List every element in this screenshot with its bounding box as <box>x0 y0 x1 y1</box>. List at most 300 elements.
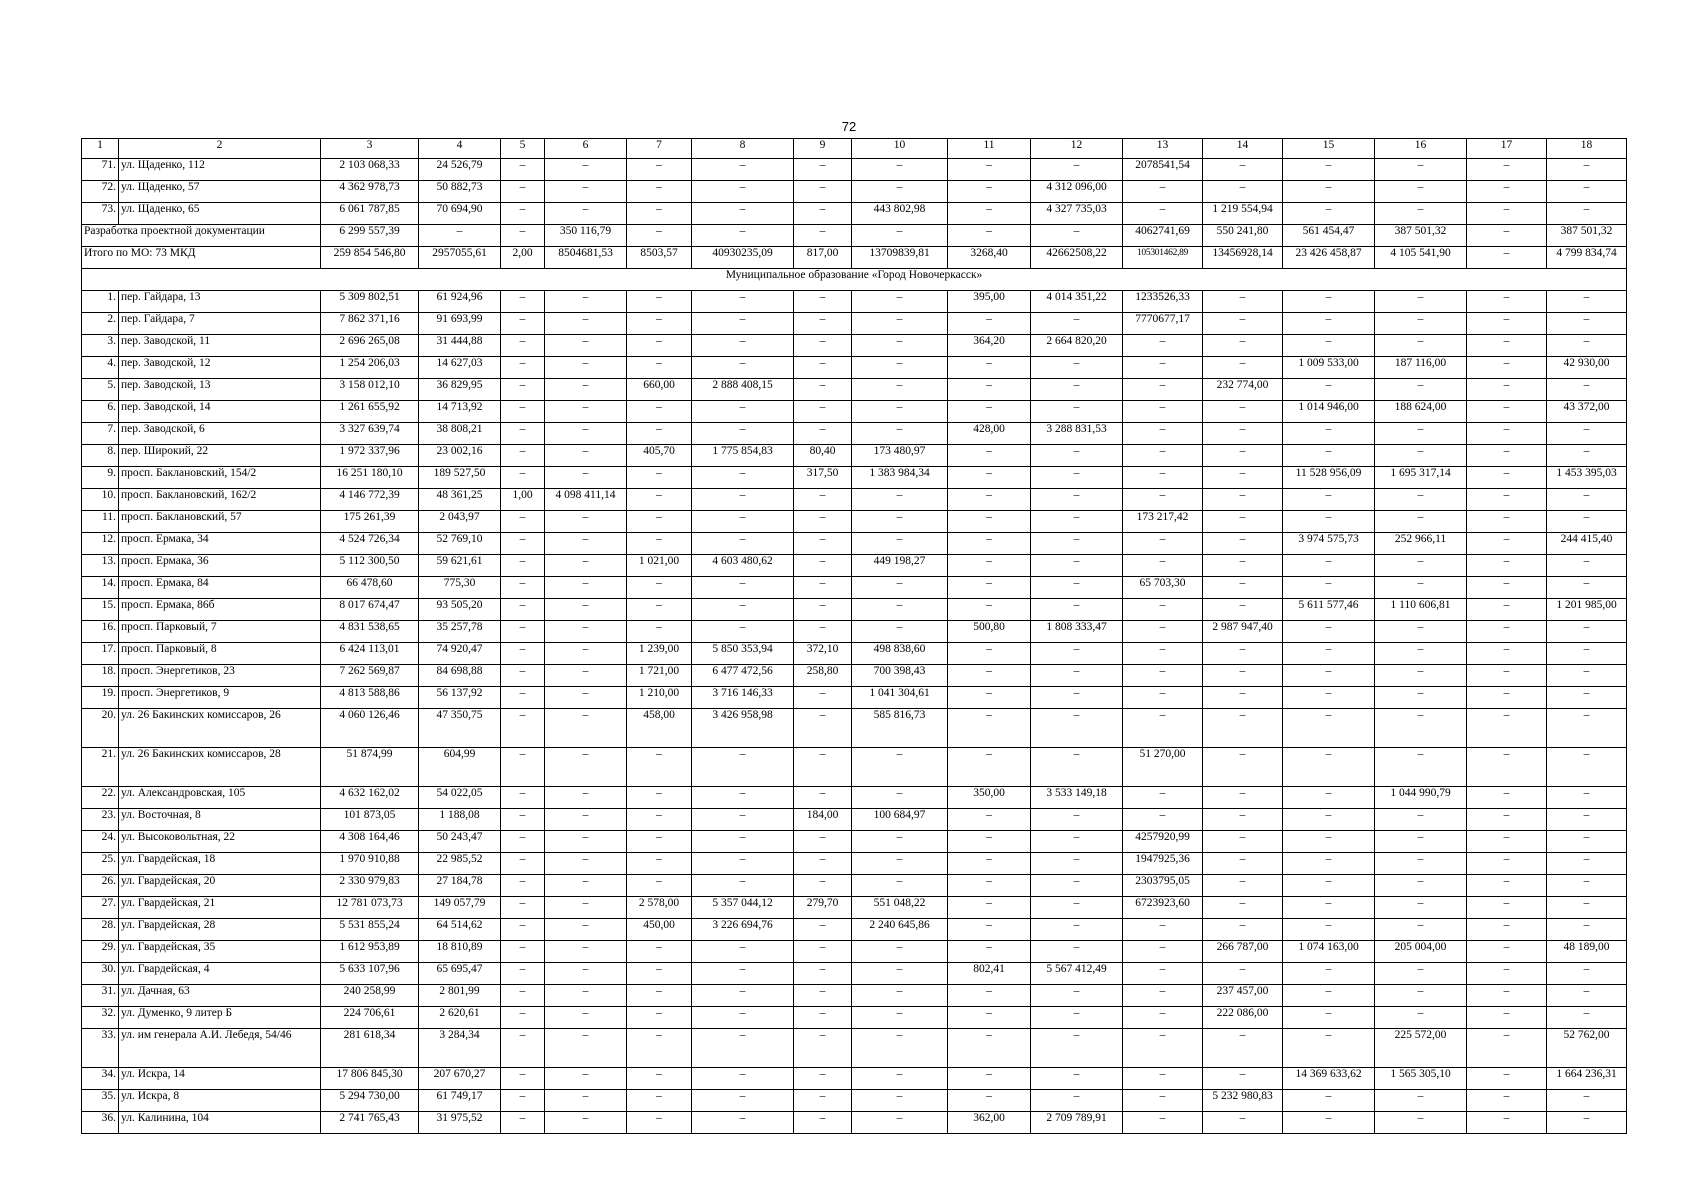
value-cell: – <box>627 1112 692 1134</box>
value-cell: – <box>545 1090 627 1112</box>
address-cell: пер. Гайдара, 7 <box>119 313 321 335</box>
value-cell: – <box>501 709 545 748</box>
value-cell: – <box>501 577 545 599</box>
value-cell: – <box>1467 897 1547 919</box>
value-cell: – <box>627 599 692 621</box>
value-cell: – <box>852 225 948 247</box>
value-cell: – <box>1547 919 1627 941</box>
value-cell: 2 801,99 <box>419 985 501 1007</box>
value-cell: – <box>1375 809 1467 831</box>
row-number: 30. <box>82 963 119 985</box>
value-cell: – <box>627 313 692 335</box>
value-cell: – <box>501 225 545 247</box>
value-cell: – <box>948 159 1031 181</box>
value-cell: 101 873,05 <box>321 809 419 831</box>
value-cell: 2 240 645,86 <box>852 919 948 941</box>
address-cell: просп. Баклановский, 57 <box>119 511 321 533</box>
value-cell: – <box>545 831 627 853</box>
value-cell: 240 258,99 <box>321 985 419 1007</box>
value-cell: – <box>545 665 627 687</box>
table-row <box>82 181 1627 203</box>
municipality-title: Муниципальное образование «Город Новочеркасск» <box>82 269 1627 291</box>
value-cell: – <box>1031 1007 1123 1029</box>
row-number: 17. <box>82 643 119 665</box>
value-cell: – <box>1547 423 1627 445</box>
value-cell: – <box>419 225 501 247</box>
value-cell: – <box>852 1090 948 1112</box>
value-cell: – <box>1031 941 1123 963</box>
value-cell: 2303795,05 <box>1123 875 1203 897</box>
value-cell: – <box>1203 401 1283 423</box>
table-row <box>82 687 1627 709</box>
value-cell: – <box>852 621 948 643</box>
row-number: 14. <box>82 577 119 599</box>
value-cell: 2 987 947,40 <box>1203 621 1283 643</box>
value-cell: – <box>1467 748 1547 787</box>
value-cell: – <box>545 875 627 897</box>
value-cell: – <box>501 1090 545 1112</box>
value-cell: 91 693,99 <box>419 313 501 335</box>
value-cell: – <box>627 577 692 599</box>
value-cell: 1 453 395,03 <box>1547 467 1627 489</box>
column-number-cell: 8 <box>692 139 794 159</box>
value-cell: – <box>1123 489 1203 511</box>
value-cell: – <box>545 787 627 809</box>
value-cell: 3 226 694,76 <box>692 919 794 941</box>
value-cell: – <box>1203 599 1283 621</box>
value-cell: – <box>948 489 1031 511</box>
value-cell: – <box>501 963 545 985</box>
value-cell: 1 110 606,81 <box>1375 599 1467 621</box>
value-cell: 604,99 <box>419 748 501 787</box>
value-cell: – <box>1283 555 1375 577</box>
value-cell: – <box>501 159 545 181</box>
value-cell: – <box>948 665 1031 687</box>
value-cell: 443 802,98 <box>852 203 948 225</box>
value-cell: – <box>501 555 545 577</box>
value-cell: – <box>1283 875 1375 897</box>
value-cell: – <box>1467 831 1547 853</box>
address-cell: пер. Гайдара, 13 <box>119 291 321 313</box>
value-cell: 100 684,97 <box>852 809 948 831</box>
value-cell: 1 565 305,10 <box>1375 1068 1467 1090</box>
address-cell: пер. Заводской, 11 <box>119 335 321 357</box>
value-cell: – <box>692 621 794 643</box>
value-cell: – <box>1123 985 1203 1007</box>
value-cell: – <box>1547 555 1627 577</box>
value-cell: – <box>948 941 1031 963</box>
column-number-row <box>82 139 1627 159</box>
value-cell: – <box>1547 379 1627 401</box>
value-cell: – <box>794 963 852 985</box>
value-cell: – <box>545 401 627 423</box>
value-cell: 2957055,61 <box>419 247 501 269</box>
value-cell: – <box>1283 1029 1375 1068</box>
column-number-cell: 11 <box>948 139 1031 159</box>
table-row <box>82 709 1627 748</box>
value-cell: – <box>692 1112 794 1134</box>
value-cell: 23 002,16 <box>419 445 501 467</box>
value-cell: – <box>1031 985 1123 1007</box>
value-cell: – <box>692 831 794 853</box>
value-cell: – <box>948 313 1031 335</box>
value-cell: 7 262 569,87 <box>321 665 419 687</box>
value-cell: – <box>1467 919 1547 941</box>
table-row <box>82 897 1627 919</box>
value-cell: – <box>1031 159 1123 181</box>
value-cell: – <box>1031 313 1123 335</box>
value-cell: – <box>545 445 627 467</box>
value-cell: 395,00 <box>948 291 1031 313</box>
value-cell: 802,41 <box>948 963 1031 985</box>
address-cell: просп. Парковый, 7 <box>119 621 321 643</box>
row-number: 32. <box>82 1007 119 1029</box>
value-cell: 1 219 554,94 <box>1203 203 1283 225</box>
value-cell: – <box>1467 787 1547 809</box>
value-cell: – <box>852 379 948 401</box>
value-cell: – <box>1375 919 1467 941</box>
address-cell: ул. 26 Бакинских комиссаров, 28 <box>119 748 321 787</box>
value-cell: – <box>1203 831 1283 853</box>
value-cell: 775,30 <box>419 577 501 599</box>
value-cell: – <box>545 203 627 225</box>
value-cell: – <box>501 533 545 555</box>
value-cell: – <box>545 335 627 357</box>
value-cell: 1 009 533,00 <box>1283 357 1375 379</box>
section-title-row <box>82 269 1627 291</box>
value-cell: – <box>1375 445 1467 467</box>
column-number-cell: 12 <box>1031 139 1123 159</box>
value-cell: – <box>501 467 545 489</box>
value-cell: – <box>1283 379 1375 401</box>
value-cell: – <box>692 787 794 809</box>
value-cell: 13709839,81 <box>852 247 948 269</box>
value-cell: 4 308 164,46 <box>321 831 419 853</box>
value-cell: 1 972 337,96 <box>321 445 419 467</box>
value-cell: – <box>501 941 545 963</box>
value-cell: – <box>948 897 1031 919</box>
table-row <box>82 941 1627 963</box>
value-cell: – <box>1283 643 1375 665</box>
value-cell: – <box>794 225 852 247</box>
value-cell: 8503,57 <box>627 247 692 269</box>
value-cell: – <box>948 1029 1031 1068</box>
row-number: 25. <box>82 853 119 875</box>
table-row <box>82 313 1627 335</box>
value-cell: – <box>1467 709 1547 748</box>
column-number-cell: 7 <box>627 139 692 159</box>
value-cell: – <box>1031 1068 1123 1090</box>
row-number: 20. <box>82 709 119 748</box>
value-cell: 4257920,99 <box>1123 831 1203 853</box>
row-number: 7. <box>82 423 119 445</box>
row-number: 72. <box>82 181 119 203</box>
value-cell: – <box>1547 643 1627 665</box>
value-cell: 18 810,89 <box>419 941 501 963</box>
value-cell: – <box>1283 1090 1375 1112</box>
value-cell: 450,00 <box>627 919 692 941</box>
value-cell: – <box>1467 247 1547 269</box>
value-cell: – <box>1283 985 1375 1007</box>
value-cell: – <box>627 401 692 423</box>
value-cell: – <box>1467 489 1547 511</box>
column-number-cell: 13 <box>1123 139 1203 159</box>
value-cell: – <box>1031 599 1123 621</box>
value-cell: – <box>1467 357 1547 379</box>
value-cell: 84 698,88 <box>419 665 501 687</box>
value-cell: 14 713,92 <box>419 401 501 423</box>
value-cell: 2078541,54 <box>1123 159 1203 181</box>
value-cell: – <box>948 985 1031 1007</box>
value-cell: – <box>1467 963 1547 985</box>
table-row <box>82 985 1627 1007</box>
value-cell: – <box>545 919 627 941</box>
value-cell: – <box>1203 748 1283 787</box>
value-cell: – <box>1203 963 1283 985</box>
row-number: 8. <box>82 445 119 467</box>
value-cell: – <box>1283 291 1375 313</box>
value-cell: 259 854 546,80 <box>321 247 419 269</box>
value-cell: 27 184,78 <box>419 875 501 897</box>
value-cell: – <box>1283 313 1375 335</box>
value-cell: – <box>1467 291 1547 313</box>
value-cell: – <box>627 489 692 511</box>
address-cell: ул. Гвардейская, 20 <box>119 875 321 897</box>
address-cell: ул. Гвардейская, 35 <box>119 941 321 963</box>
value-cell: – <box>1547 577 1627 599</box>
address-cell: просп. Ермака, 36 <box>119 555 321 577</box>
value-cell: – <box>948 1007 1031 1029</box>
value-cell: – <box>1283 1007 1375 1029</box>
column-number-cell: 9 <box>794 139 852 159</box>
table-row <box>82 643 1627 665</box>
value-cell: – <box>501 621 545 643</box>
value-cell: – <box>627 533 692 555</box>
value-cell: – <box>852 748 948 787</box>
value-cell: – <box>692 985 794 1007</box>
value-cell: 7770677,17 <box>1123 313 1203 335</box>
value-cell: 405,70 <box>627 445 692 467</box>
value-cell: – <box>1467 643 1547 665</box>
value-cell: – <box>692 941 794 963</box>
value-cell: – <box>794 511 852 533</box>
value-cell: 258,80 <box>794 665 852 687</box>
value-cell: 1233526,33 <box>1123 291 1203 313</box>
value-cell: – <box>1123 687 1203 709</box>
value-cell: – <box>1547 853 1627 875</box>
value-cell: – <box>948 467 1031 489</box>
value-cell: 51 874,99 <box>321 748 419 787</box>
value-cell: – <box>1031 401 1123 423</box>
row-number: 23. <box>82 809 119 831</box>
value-cell: – <box>1467 687 1547 709</box>
value-cell: – <box>1375 577 1467 599</box>
value-cell: – <box>501 809 545 831</box>
value-cell: – <box>794 709 852 748</box>
value-cell: 1 261 655,92 <box>321 401 419 423</box>
value-cell: 2 620,61 <box>419 1007 501 1029</box>
value-cell: – <box>545 467 627 489</box>
value-cell: 3 533 149,18 <box>1031 787 1123 809</box>
row-number: 29. <box>82 941 119 963</box>
value-cell: 1 775 854,83 <box>692 445 794 467</box>
value-cell: – <box>852 511 948 533</box>
value-cell: 52 769,10 <box>419 533 501 555</box>
row-number: 34. <box>82 1068 119 1090</box>
value-cell: 585 816,73 <box>852 709 948 748</box>
value-cell: – <box>1375 748 1467 787</box>
value-cell: 5 633 107,96 <box>321 963 419 985</box>
value-cell: 428,00 <box>948 423 1031 445</box>
row-number: 11. <box>82 511 119 533</box>
table-row <box>82 159 1627 181</box>
address-cell: ул. Думенко, 9 литер Б <box>119 1007 321 1029</box>
value-cell: 3 327 639,74 <box>321 423 419 445</box>
value-cell: 1 014 946,00 <box>1283 401 1375 423</box>
value-cell: – <box>852 489 948 511</box>
table-row <box>82 511 1627 533</box>
value-cell: – <box>1375 489 1467 511</box>
value-cell: 350 116,79 <box>545 225 627 247</box>
value-cell: 387 501,32 <box>1547 225 1627 247</box>
value-cell: 4 799 834,74 <box>1547 247 1627 269</box>
value-cell: – <box>1547 1112 1627 1134</box>
address-cell: ул. Восточная, 8 <box>119 809 321 831</box>
value-cell: 5 294 730,00 <box>321 1090 419 1112</box>
value-cell: 61 924,96 <box>419 291 501 313</box>
row-number: 2. <box>82 313 119 335</box>
value-cell: 281 618,34 <box>321 1029 419 1068</box>
value-cell: – <box>501 919 545 941</box>
value-cell: – <box>1031 665 1123 687</box>
value-cell: – <box>1283 335 1375 357</box>
value-cell: 1 021,00 <box>627 555 692 577</box>
value-cell: – <box>627 335 692 357</box>
value-cell: – <box>1283 511 1375 533</box>
value-cell: – <box>1467 1007 1547 1029</box>
value-cell: 244 415,40 <box>1547 533 1627 555</box>
value-cell: – <box>627 831 692 853</box>
value-cell: 225 572,00 <box>1375 1029 1467 1068</box>
value-cell: – <box>794 621 852 643</box>
value-cell: – <box>1467 225 1547 247</box>
value-cell: 4 632 162,02 <box>321 787 419 809</box>
value-cell: 93 505,20 <box>419 599 501 621</box>
address-cell: ул. Калинина, 104 <box>119 1112 321 1134</box>
table-row <box>82 489 1627 511</box>
address-cell: пер. Заводской, 12 <box>119 357 321 379</box>
value-cell: – <box>1283 445 1375 467</box>
value-cell: – <box>1123 941 1203 963</box>
value-cell: – <box>1467 577 1547 599</box>
value-cell: – <box>1203 181 1283 203</box>
row-number: 19. <box>82 687 119 709</box>
value-cell: – <box>1547 875 1627 897</box>
value-cell: 4 831 538,65 <box>321 621 419 643</box>
address-cell: пер. Заводской, 6 <box>119 423 321 445</box>
address-cell: ул. Высоковольтная, 22 <box>119 831 321 853</box>
value-cell: 42 930,00 <box>1547 357 1627 379</box>
value-cell: – <box>794 401 852 423</box>
address-cell: ул. Гвардейская, 21 <box>119 897 321 919</box>
value-cell: – <box>852 831 948 853</box>
value-cell: – <box>545 511 627 533</box>
value-cell: – <box>692 963 794 985</box>
value-cell: – <box>1467 423 1547 445</box>
value-cell: – <box>1031 853 1123 875</box>
value-cell: – <box>1467 809 1547 831</box>
column-number-cell: 1 <box>82 139 119 159</box>
row-number: 1. <box>82 291 119 313</box>
table-row <box>82 875 1627 897</box>
value-cell: 550 241,80 <box>1203 225 1283 247</box>
value-cell: 1 970 910,88 <box>321 853 419 875</box>
value-cell: – <box>1467 599 1547 621</box>
value-cell: – <box>1203 467 1283 489</box>
value-cell: – <box>1123 1007 1203 1029</box>
value-cell: – <box>1123 357 1203 379</box>
value-cell: – <box>1547 787 1627 809</box>
value-cell: 2 664 820,20 <box>1031 335 1123 357</box>
value-cell: – <box>1283 1112 1375 1134</box>
value-cell: – <box>1375 643 1467 665</box>
row-number: 12. <box>82 533 119 555</box>
row-number: 21. <box>82 748 119 787</box>
value-cell: – <box>1123 1068 1203 1090</box>
value-cell: – <box>1203 313 1283 335</box>
row-number: 9. <box>82 467 119 489</box>
value-cell: 5 611 577,46 <box>1283 599 1375 621</box>
column-number-cell: 16 <box>1375 139 1467 159</box>
value-cell: – <box>852 599 948 621</box>
value-cell: 4 060 126,46 <box>321 709 419 748</box>
value-cell: – <box>627 985 692 1007</box>
address-cell: ул. Дачная, 63 <box>119 985 321 1007</box>
value-cell: – <box>1123 787 1203 809</box>
value-cell: 14 369 633,62 <box>1283 1068 1375 1090</box>
value-cell: – <box>852 423 948 445</box>
value-cell: – <box>948 445 1031 467</box>
value-cell: – <box>501 357 545 379</box>
value-cell: – <box>1547 159 1627 181</box>
value-cell: 5 112 300,50 <box>321 555 419 577</box>
value-cell: 23 426 458,87 <box>1283 247 1375 269</box>
value-cell: – <box>1467 533 1547 555</box>
row-number: 27. <box>82 897 119 919</box>
value-cell: – <box>1123 467 1203 489</box>
value-cell: – <box>501 665 545 687</box>
address-cell: ул. 26 Бакинских комиссаров, 26 <box>119 709 321 748</box>
value-cell: 1 664 236,31 <box>1547 1068 1627 1090</box>
address-cell: ул. Искра, 14 <box>119 1068 321 1090</box>
value-cell: 50 882,73 <box>419 181 501 203</box>
value-cell: – <box>627 853 692 875</box>
value-cell: – <box>501 599 545 621</box>
value-cell: – <box>545 555 627 577</box>
table-row <box>82 335 1627 357</box>
value-cell: – <box>1031 748 1123 787</box>
value-cell: – <box>1031 577 1123 599</box>
value-cell: – <box>852 1007 948 1029</box>
value-cell: – <box>948 533 1031 555</box>
value-cell: – <box>501 379 545 401</box>
value-cell: – <box>1203 809 1283 831</box>
value-cell: – <box>1203 709 1283 748</box>
value-cell: – <box>1375 831 1467 853</box>
value-cell: 362,00 <box>948 1112 1031 1134</box>
value-cell: 2 330 979,83 <box>321 875 419 897</box>
value-cell: – <box>501 1068 545 1090</box>
